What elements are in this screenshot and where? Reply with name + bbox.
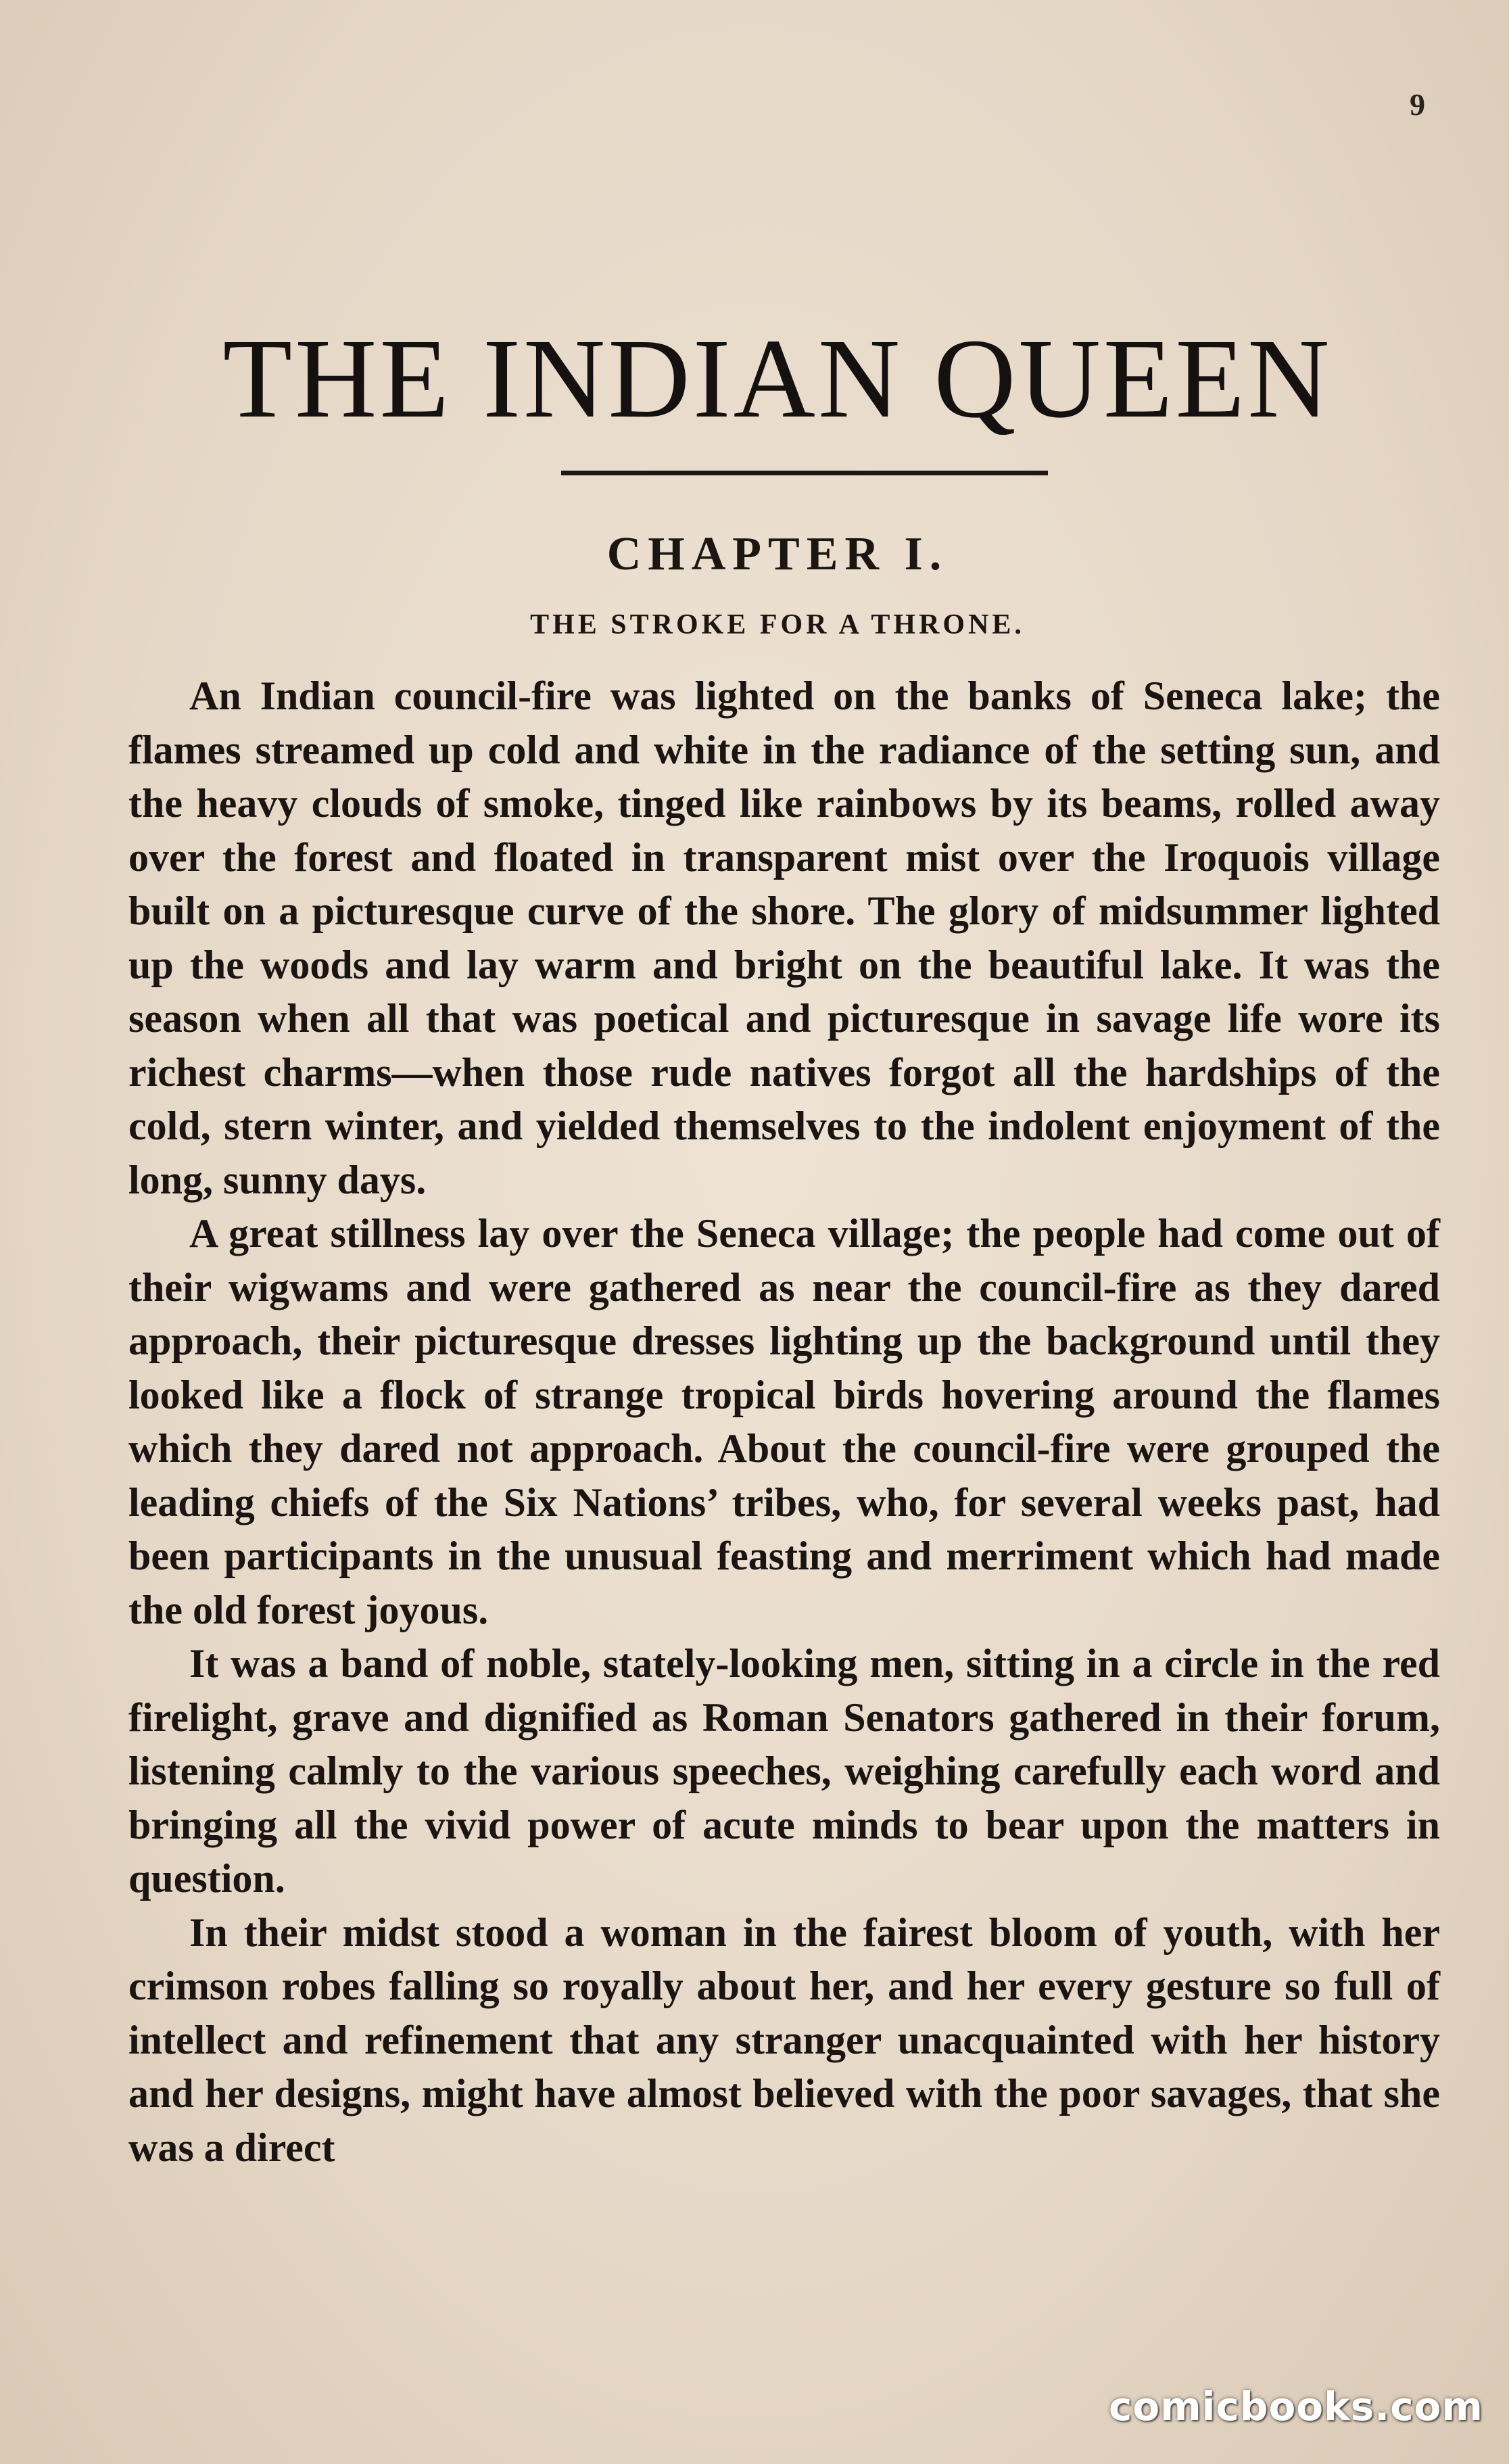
- paragraph-4: In their midst stood a woman in the fairest bloom of youth, with her crimson robes falling so royally about her, and her every gesture so full of intellect and refinement that any stranger unacquainted with her history and her designs, might have almost believed with the poor savages, that she was a direct: [128, 1910, 1440, 2170]
- paragraph-1: An Indian council-fire was lighted on the banks of Seneca lake; the flames streamed up cold and white in the radiance of the setting sun, and the heavy clouds of smoke, tinged like rainbows by its beams, rolled away over the forest and floated in transparent mist over the Iroquois village built on a picturesque curve of the shore. The glory of midsummer lighted up the woods and lay warm and bright on the beautiful lake. It was the season when all that was poetical and picturesque in savage life wore its richest charms—when those rude natives forgot all the hardships of the cold, stern winter, and yielded themselves to the indolent enjoyment of the long, sunny days.: [128, 673, 1440, 1202]
- chapter-subtitle: THE STROKE FOR A THRONE.: [530, 609, 1025, 640]
- chapter-heading: CHAPTER I.: [606, 528, 949, 580]
- page-number: 9: [1410, 87, 1425, 122]
- title-rule: [561, 471, 1048, 475]
- paragraph-3: It was a band of noble, stately-looking men, sitting in a circle in the red firelight, grave and dignified as Roman Senators gathered in their forum, listening calmly to the various speeches, weighing carefully each word and bringing all the vivid power of acute minds to bear upon the matters in question.: [128, 1641, 1440, 1901]
- watermark: comicbooks.com: [1109, 2384, 1483, 2430]
- book-title: THE INDIAN QUEEN: [222, 316, 1333, 442]
- chapter-body: [128, 669, 1440, 2175]
- paragraph-2: A great stillness lay over the Seneca village; the people had come out of their wigwams and were gathered as near the council-fire as they dared approach, their picturesque dresses lighting up the background until they looked like a flock of strange tropical birds hovering around the flames which they dared not approach. About the council-fire were grouped the leading chiefs of the Six Nations’ tribes, who, for several weeks past, had been participants in the unusual feasting and merriment which had made the old forest joyous.: [128, 1211, 1440, 1632]
